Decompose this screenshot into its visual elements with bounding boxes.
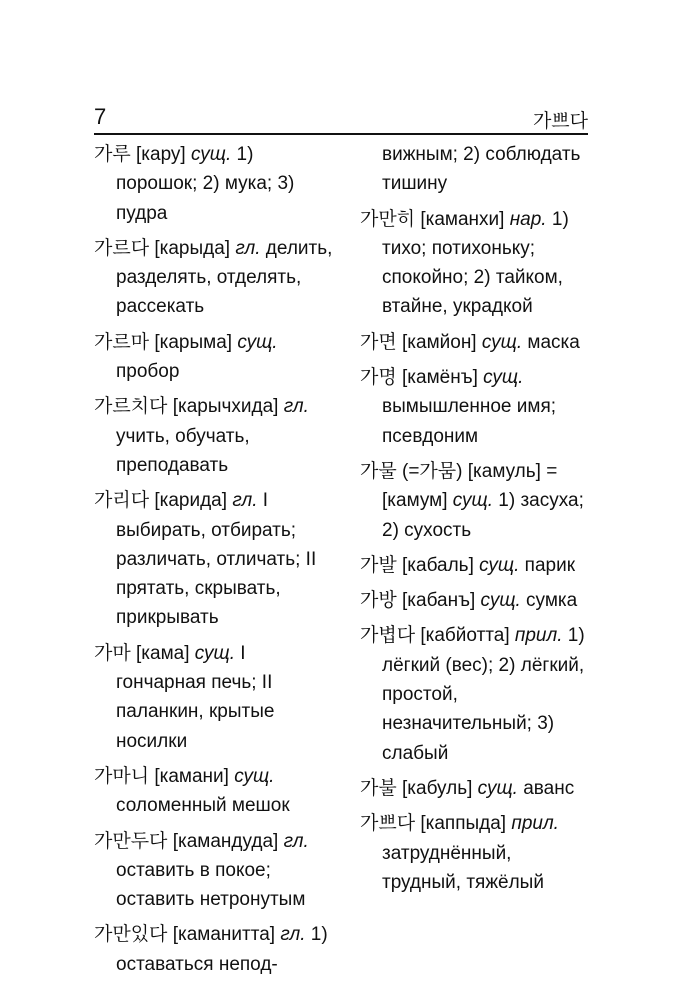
headword: 가볍다 [360, 624, 416, 647]
headword: 가루 [94, 143, 131, 165]
dictionary-entry [360, 551, 592, 580]
headword: 가르마 [94, 330, 150, 353]
definition: парик [519, 554, 576, 576]
page-header [94, 100, 588, 130]
dictionary-entry [94, 639, 334, 756]
transcription: [камандуда] [172, 830, 279, 852]
part-of-speech: прил. [511, 813, 559, 835]
part-of-speech: сущ. [237, 331, 278, 353]
headword: 가면 [360, 330, 397, 353]
headword: 가마 [94, 641, 131, 664]
headword: 가쁘다 [360, 812, 416, 835]
headword: 가르다 [94, 236, 150, 259]
definition: 1) порошок; 2) мука; 3) пудра [116, 144, 295, 224]
transcription: [кама] [136, 642, 190, 664]
definition: соломенный мешок [116, 795, 290, 817]
dictionary-entry [94, 920, 334, 979]
part-of-speech: гл. [232, 490, 258, 512]
definition: аванс [517, 777, 575, 799]
definition: I выбирать, отбирать; различать, отличать; II прятать, скрывать, прикрывать [116, 490, 317, 629]
transcription: [каманхи] [420, 208, 505, 230]
dictionary-entry [94, 392, 334, 480]
definition: 1) тихо; потихоньку; спокойно; 2) тайком, втайне, украдкой [382, 208, 569, 318]
transcription: [камйон] [402, 331, 477, 353]
transcription: [кабуль] [402, 777, 473, 799]
left-column [94, 140, 334, 985]
definition: делить, разделять, отделять, рассекать [116, 237, 333, 318]
transcription: (=가뭄) [камуль] = [камум] [382, 460, 558, 512]
transcription: [кабаль] [402, 554, 474, 576]
transcription: [кару] [136, 144, 186, 165]
dictionary-entry [94, 486, 334, 632]
part-of-speech: нар. [509, 208, 547, 230]
definition: I гончарная печь; II паланкин, крытые носилки [116, 642, 275, 752]
page-number: 7 [94, 104, 107, 129]
dictionary-entry [94, 762, 334, 821]
headword: 가불 [360, 776, 397, 799]
part-of-speech: гл. [283, 830, 309, 852]
headword: 가만히 [360, 207, 416, 230]
dictionary-entry [360, 363, 592, 451]
dictionary-entry [360, 809, 592, 897]
part-of-speech: прил. [514, 625, 563, 647]
part-of-speech: сущ. [191, 144, 232, 165]
part-of-speech: сущ. [483, 367, 524, 389]
part-of-speech: сущ. [234, 765, 275, 787]
part-of-speech: сущ. [479, 554, 520, 576]
definition: 1) лёгкий (вес); 2) лёгкий, простой, незначительный; 3) слабый [382, 625, 585, 764]
definition: пробор [116, 361, 180, 383]
part-of-speech: сущ. [480, 590, 521, 612]
dictionary-entry [94, 328, 334, 387]
part-of-speech: гл. [280, 924, 306, 946]
part-of-speech: сущ. [481, 331, 523, 353]
definition: оставить в покое; оставить нетронутым [116, 859, 306, 911]
dictionary-entry [360, 328, 592, 357]
dictionary-entry [94, 140, 334, 228]
part-of-speech: сущ. [194, 642, 236, 664]
part-of-speech: сущ. [452, 490, 494, 512]
definition: учить, обучать, преподавать [116, 425, 250, 476]
headword: 가발 [360, 553, 397, 576]
definition: 1) оставаться непод- [116, 924, 328, 975]
entry-continuation: вижным; 2) соблюдать тишину [382, 144, 581, 195]
headword: 가명 [360, 366, 397, 389]
part-of-speech: гл. [235, 237, 261, 259]
headword: 가물 [360, 459, 397, 482]
definition: сумка [520, 590, 578, 612]
transcription: [кабанъ] [402, 590, 476, 612]
dictionary-entry [94, 827, 334, 915]
definition: 1) засуха; 2) сухость [382, 490, 584, 541]
transcription: [карыда] [154, 237, 231, 259]
headword: 가리다 [94, 489, 150, 512]
headword: 가마니 [94, 764, 150, 787]
header-rule [94, 133, 588, 135]
headword: 가방 [360, 589, 397, 612]
transcription: [каманитта] [172, 924, 276, 946]
definition: маска [522, 331, 580, 353]
transcription: [камёнъ] [402, 367, 478, 389]
dictionary-entry [360, 621, 592, 767]
dictionary-entry [94, 234, 334, 322]
transcription: [карычхида] [172, 396, 279, 418]
definition: затруднённый, трудный, тяжёлый [382, 842, 544, 893]
definition: вымышленное имя; псевдоним [382, 396, 557, 447]
dictionary-entry [360, 205, 592, 322]
dictionary-entry [360, 457, 592, 545]
transcription: [кабйотта] [420, 625, 510, 647]
transcription: [каппыда] [420, 813, 507, 835]
part-of-speech: сущ. [477, 777, 518, 799]
dictionary-entry [360, 586, 592, 615]
transcription: [камани] [154, 765, 229, 787]
transcription: [карыма] [154, 331, 233, 353]
transcription: [карида] [154, 490, 228, 512]
running-head: 가쁘다 [532, 110, 588, 132]
headword: 가만있다 [94, 923, 168, 946]
part-of-speech: гл. [283, 396, 309, 418]
headword: 가만두다 [94, 829, 168, 852]
dictionary-entry [360, 774, 592, 803]
headword: 가르치다 [94, 395, 168, 418]
right-column [360, 140, 592, 903]
